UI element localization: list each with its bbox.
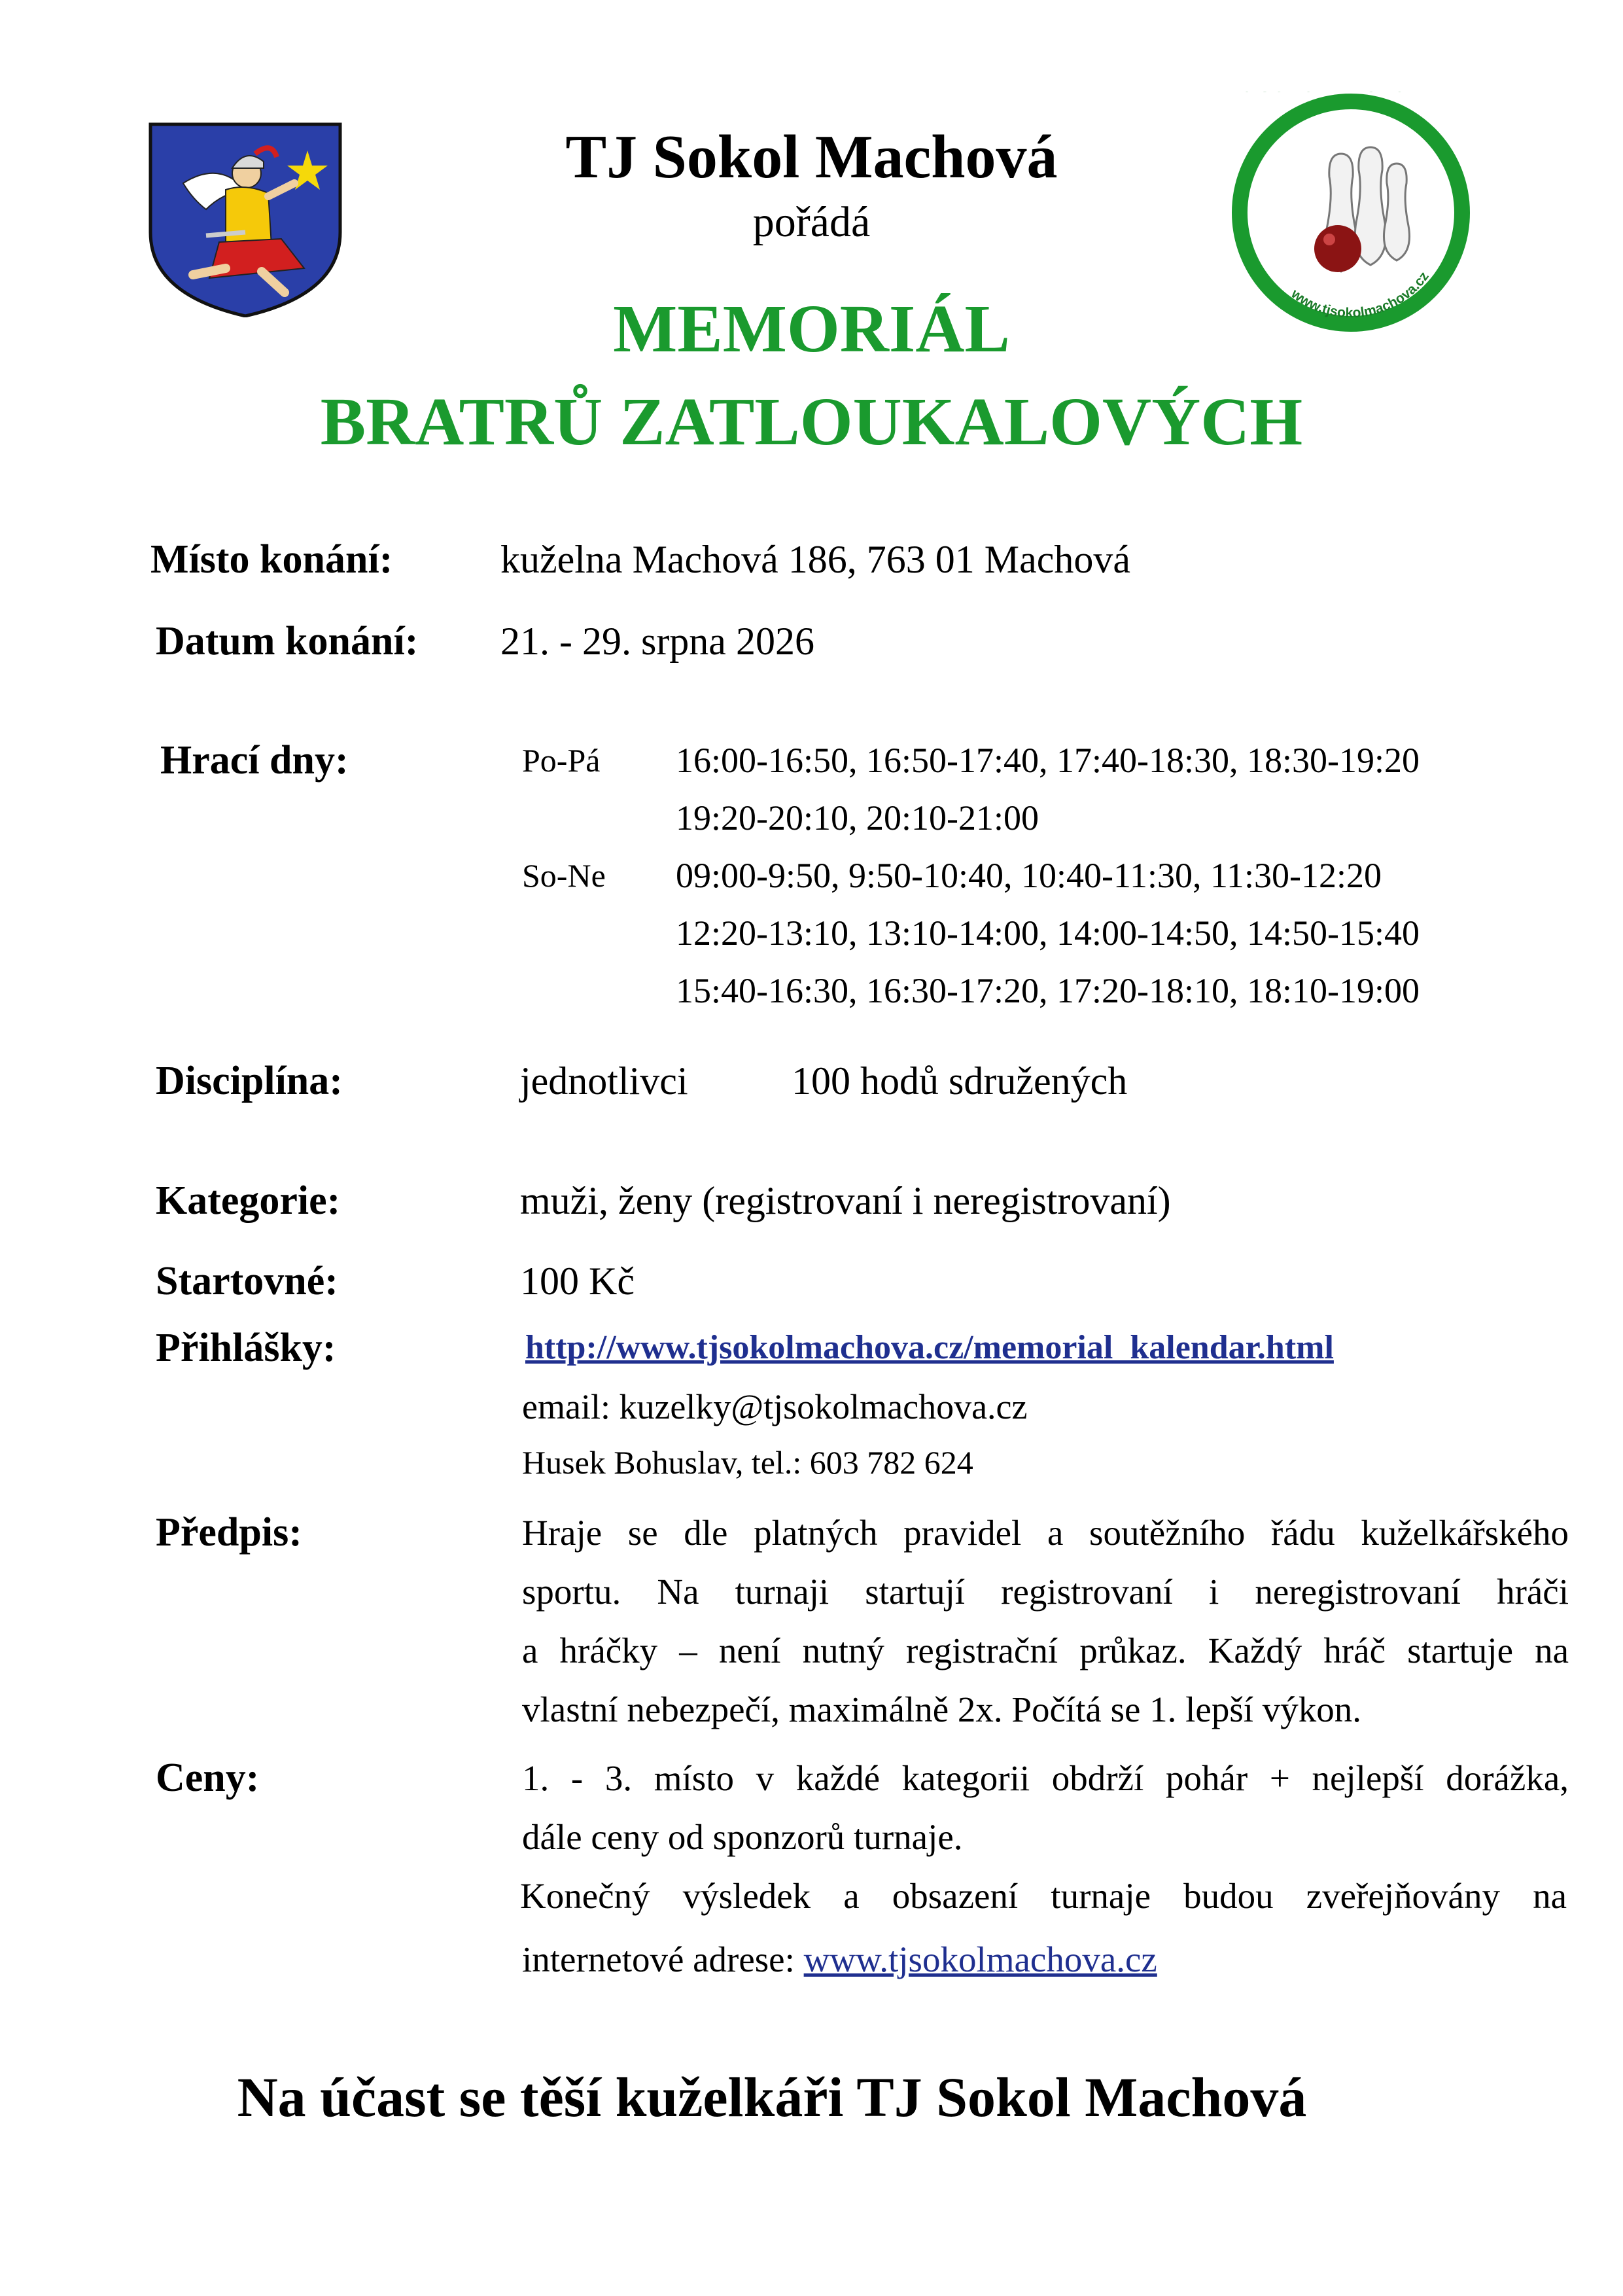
organizer-title: TJ Sokol Machová bbox=[565, 123, 1058, 191]
results-line-2 bbox=[522, 1930, 1569, 1989]
weekend-times-3: 15:40-16:30, 16:30-17:20, 17:20-18:10, 18:10-19:00 bbox=[676, 971, 1420, 1010]
weekend-times-2: 12:20-13:10, 13:10-14:00, 14:00-14:50, 14:50-15:40 bbox=[676, 913, 1420, 953]
discipline-value-1: jednotlivci bbox=[520, 1059, 688, 1103]
weekdays-label: Po-Pá bbox=[522, 742, 601, 779]
date-label: Datum konání: bbox=[156, 619, 419, 663]
rules-line-3: a hráčky – není nutný registrační průkaz. Každý hráč startuje na bbox=[522, 1631, 1569, 1670]
bowling-ball-icon bbox=[1314, 225, 1361, 272]
venue-label: Místo konání: bbox=[150, 537, 393, 582]
weekend-label: So-Ne bbox=[522, 857, 606, 894]
weekdays-times-1: 16:00-16:50, 16:50-17:40, 17:40-18:30, 18:30-19:20 bbox=[676, 741, 1420, 780]
discipline-value-2: 100 hodů sdružených bbox=[792, 1059, 1128, 1103]
registration-contact: Husek Bohuslav, tel.: 603 782 624 bbox=[522, 1444, 973, 1481]
club-logo bbox=[1230, 92, 1472, 334]
play-days-label: Hrací dny: bbox=[160, 738, 349, 783]
results-line-1: Konečný výsledek a obsazení turnaje budou zveřejňovány na bbox=[520, 1876, 1567, 1916]
rules-line-2: sportu. Na turnaji startují registrovaní i neregistrovaní hráči bbox=[522, 1572, 1569, 1612]
fee-value: 100 Kč bbox=[520, 1260, 635, 1303]
rules-line-1: Hraje se dle platných pravidel a soutěžního řádu kuželkářského bbox=[522, 1513, 1569, 1553]
date-value: 21. - 29. srpna 2026 bbox=[500, 620, 814, 663]
results-link[interactable]: www.tjsokolmachova.cz bbox=[803, 1939, 1157, 1979]
organizes-text: pořádá bbox=[752, 198, 871, 246]
prizes-line-2: dále ceny od sponzorů turnaje. bbox=[522, 1817, 963, 1857]
club-logo-text-top bbox=[1230, 92, 1435, 96]
club-logo-text-bottom: www.tjsokolmachova.cz bbox=[1288, 269, 1432, 321]
weekdays-times-2: 19:20-20:10, 20:10-21:00 bbox=[676, 798, 1039, 838]
event-title-line-1: MEMORIÁL bbox=[613, 291, 1010, 366]
weekend-times-1: 09:00-9:50, 9:50-10:40, 10:40-11:30, 11:30-12:20 bbox=[676, 856, 1382, 895]
registration-link[interactable]: http://www.tjsokolmachova.cz/memorial_kalendar.html bbox=[525, 1329, 1334, 1366]
venue-value: kuželna Machová 186, 763 01 Machová bbox=[500, 538, 1131, 581]
fee-label: Startovné: bbox=[156, 1259, 338, 1303]
rules-line-4: vlastní nebezpečí, maximálně 2x. Počítá se 1. lepší výkon. bbox=[522, 1689, 1362, 1729]
category-value: muži, ženy (registrovaní i neregistrovaní) bbox=[520, 1179, 1171, 1222]
prizes-label: Ceny: bbox=[156, 1756, 260, 1800]
results-prefix: internetové adrese: bbox=[522, 1939, 804, 1979]
rules-label: Předpis: bbox=[156, 1510, 302, 1555]
registration-email: email: kuzelky@tjsokolmachova.cz bbox=[522, 1387, 1028, 1426]
registration-label: Přihlášky: bbox=[156, 1326, 336, 1370]
discipline-label: Disciplína: bbox=[156, 1059, 343, 1103]
event-title-line-2: BRATRŮ ZATLOUKALOVÝCH bbox=[320, 384, 1303, 459]
closing-line: Na účast se těší kuželkáři TJ Sokol Machová bbox=[237, 2066, 1307, 2128]
prizes-line-1: 1. - 3. místo v každé kategorii obdrží pohár + nejlepší dorážka, bbox=[522, 1758, 1569, 1798]
category-label: Kategorie: bbox=[156, 1178, 341, 1223]
